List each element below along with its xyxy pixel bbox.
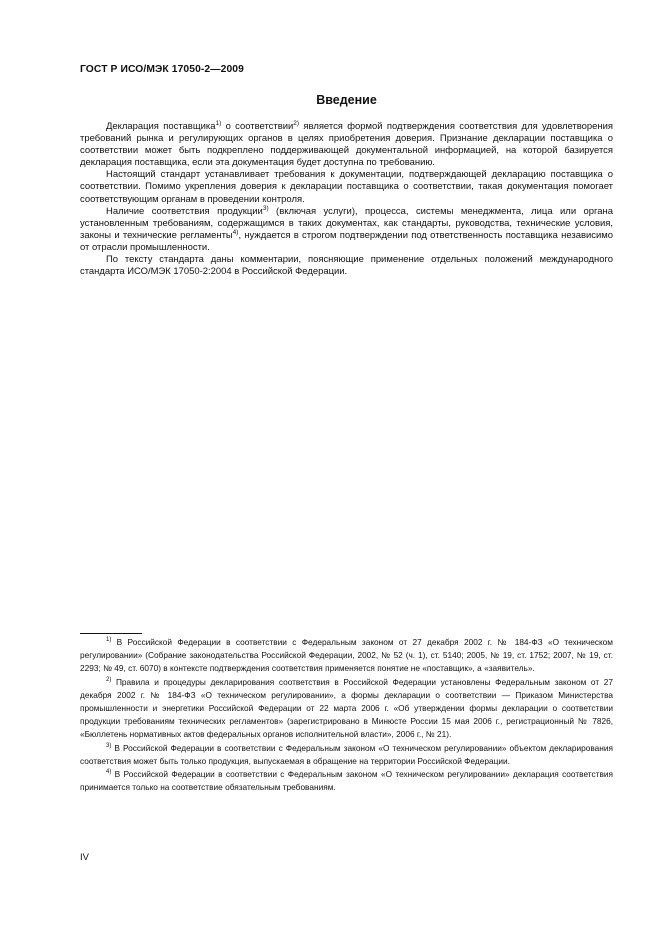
footnote-marker: 2)	[293, 119, 300, 127]
introduction-body	[80, 121, 613, 278]
paragraph-text: Декларация поставщика	[106, 121, 216, 132]
paragraph-text: По тексту стандарта даны комментарии, поясняющие применение отдельных положений международного стандарта ИСО/МЭК 17050-2:2004 в Российской Федерации.	[80, 254, 613, 278]
footnotes	[80, 636, 613, 794]
paragraph	[80, 206, 613, 254]
paragraph	[80, 254, 613, 278]
footnote-text: Правила и процедуры декларирования соответствия в Российской Федерации установлены Федеральным законом от 27 декабря 2002 г. № 184-ФЗ «О техническом регулировании», а формы декларации о соответствии — Приказом Министерства промышленности и энергетики Российской Федерации от 22 марта 2006 г. «Об утверждении формы декларации о соответствии продукции требованиям технических регламентов» (зарегистрировано в Минюсте России 15 мая 2006 г., регистрационный № 7826, «Бюллетень нормативных актов федеральных органов исполнительной власти», 2006 г., № 21).	[80, 676, 613, 740]
section-title: Введение	[316, 93, 377, 107]
paragraph-text: (включая услуги), процесса, системы менеджмента, лица или органа установленным требованиям, содержащимся в таких документах, как стандарты, руководства, технические условия, законы и технические регламенты	[80, 205, 613, 241]
page-number: IV	[80, 852, 89, 863]
footnote-number: 1)	[106, 637, 112, 644]
standard-code: ГОСТ Р ИСО/МЭК 17050-2—2009	[80, 64, 244, 75]
footnote	[80, 742, 613, 768]
footnote-text: В Российской Федерации в соответствии с Федеральным законом «О техническом регулировании» декларация соответствия принимается только на соответствие обязательным требованиям.	[80, 769, 613, 793]
footnote	[80, 768, 613, 794]
footnote-marker: 1)	[215, 119, 222, 127]
paragraph	[80, 121, 613, 169]
paragraph-text: является формой подтверждения соответствия для удовлетворения требований рынка и регулирующих органов в целях приобретения доверия. Признание декларации поставщика о соответствии может быть подкреплено поддерживающей документальной информацией, на которой базируется декларация поставщика, если эта документация будет доступна по требованию.	[80, 121, 613, 169]
paragraph-text: , нуждается в строгом подтверждении под ответственность поставщика независимо от отрасли промышленности.	[80, 229, 613, 253]
footnote-text: В Российской Федерации в соответствии с Федеральным законом от 27 декабря 2002 г. № 184-ФЗ «О техническом регулировании» (Собрание законодательства Российской Федерации, 2002, № 52 (ч. 1), ст. 5140; 2005, № 19, ст. 1752; 2007, № 19, ст. 2293; № 49, ст. 6070) в контексте подтверждения соответствия применяется понятие не «поставщик», а «заявитель».	[80, 637, 613, 674]
footnote	[80, 676, 613, 742]
paragraph	[80, 169, 613, 205]
paragraph-text: Настоящий стандарт устанавливает требования к документации, подтверждающей декларацию поставщика о соответствии. Помимо укрепления доверия к декларации поставщика о соответствии, такая документация помогает соответствующим органам в проведении контроля.	[80, 169, 613, 205]
footnote-number: 4)	[106, 769, 112, 776]
footnote-separator	[80, 633, 142, 634]
footnote-number: 2)	[106, 676, 112, 683]
footnote-text: В Российской Федерации в соответствии с Федеральным законом «О техническом регулировании» объектом декларирования соответствия может быть только продукция, выпускаемая в обращение на территории Российской Федерации.	[80, 742, 613, 766]
footnote-number: 3)	[106, 742, 112, 749]
footnote	[80, 636, 613, 676]
paragraph-text: о соответствии	[221, 121, 294, 132]
paragraph-text: Наличие соответствия продукции	[106, 205, 263, 217]
footnote-marker: 3)	[262, 204, 269, 212]
footnote-marker: 4)	[232, 228, 239, 236]
